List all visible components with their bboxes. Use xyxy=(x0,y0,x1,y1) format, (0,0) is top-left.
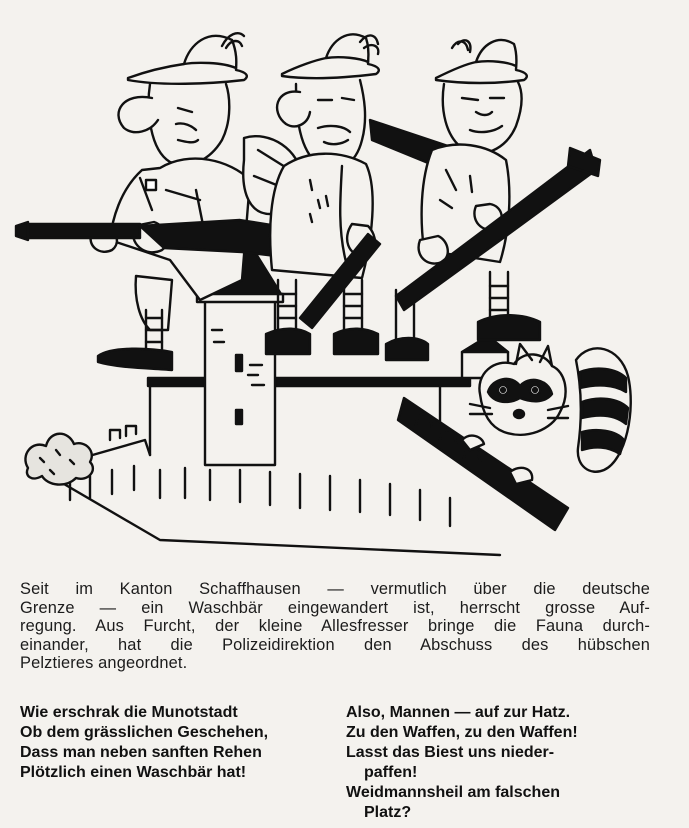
poem-line: Ob dem grässlichen Geschehen, xyxy=(20,724,269,741)
caption-line: einander, hat die Polizeidirektion den Abschuss des hübschen xyxy=(20,635,650,654)
poem-line: Lasst das Biest uns nieder- xyxy=(346,744,555,761)
caption-line: Seit im Kanton Schaffhausen — vermutlich über die deutsche xyxy=(20,580,650,598)
poem-line: Platz? xyxy=(364,804,412,821)
poem-line: Dass man neben sanften Rehen xyxy=(20,744,262,761)
poem-line: Weidmannsheil am falschen xyxy=(346,784,560,801)
hunter-right-drawing xyxy=(386,40,600,360)
poem-line: Zu den Waffen, zu den Waffen! xyxy=(346,724,578,741)
article-caption xyxy=(20,580,650,673)
poem-line: Wie erschrak die Munotstadt xyxy=(20,704,238,721)
poem-line: Also, Mannen — auf zur Hatz. xyxy=(346,704,571,721)
caption-line: Grenze — ein Waschbär eingewandert ist, herrscht grosse Auf- xyxy=(20,598,650,617)
poem-stanza-right xyxy=(346,703,666,823)
poem-stanza-left xyxy=(20,703,320,783)
caption-line: regung. Aus Furcht, der kleine Allesfresser bringe die Fauna durch- xyxy=(20,617,650,636)
caption-line: Pelztieres angeordnet. xyxy=(20,654,188,673)
poem-line: paffen! xyxy=(364,764,418,781)
poem-line: Plötzlich einen Waschbär hat! xyxy=(20,764,247,781)
